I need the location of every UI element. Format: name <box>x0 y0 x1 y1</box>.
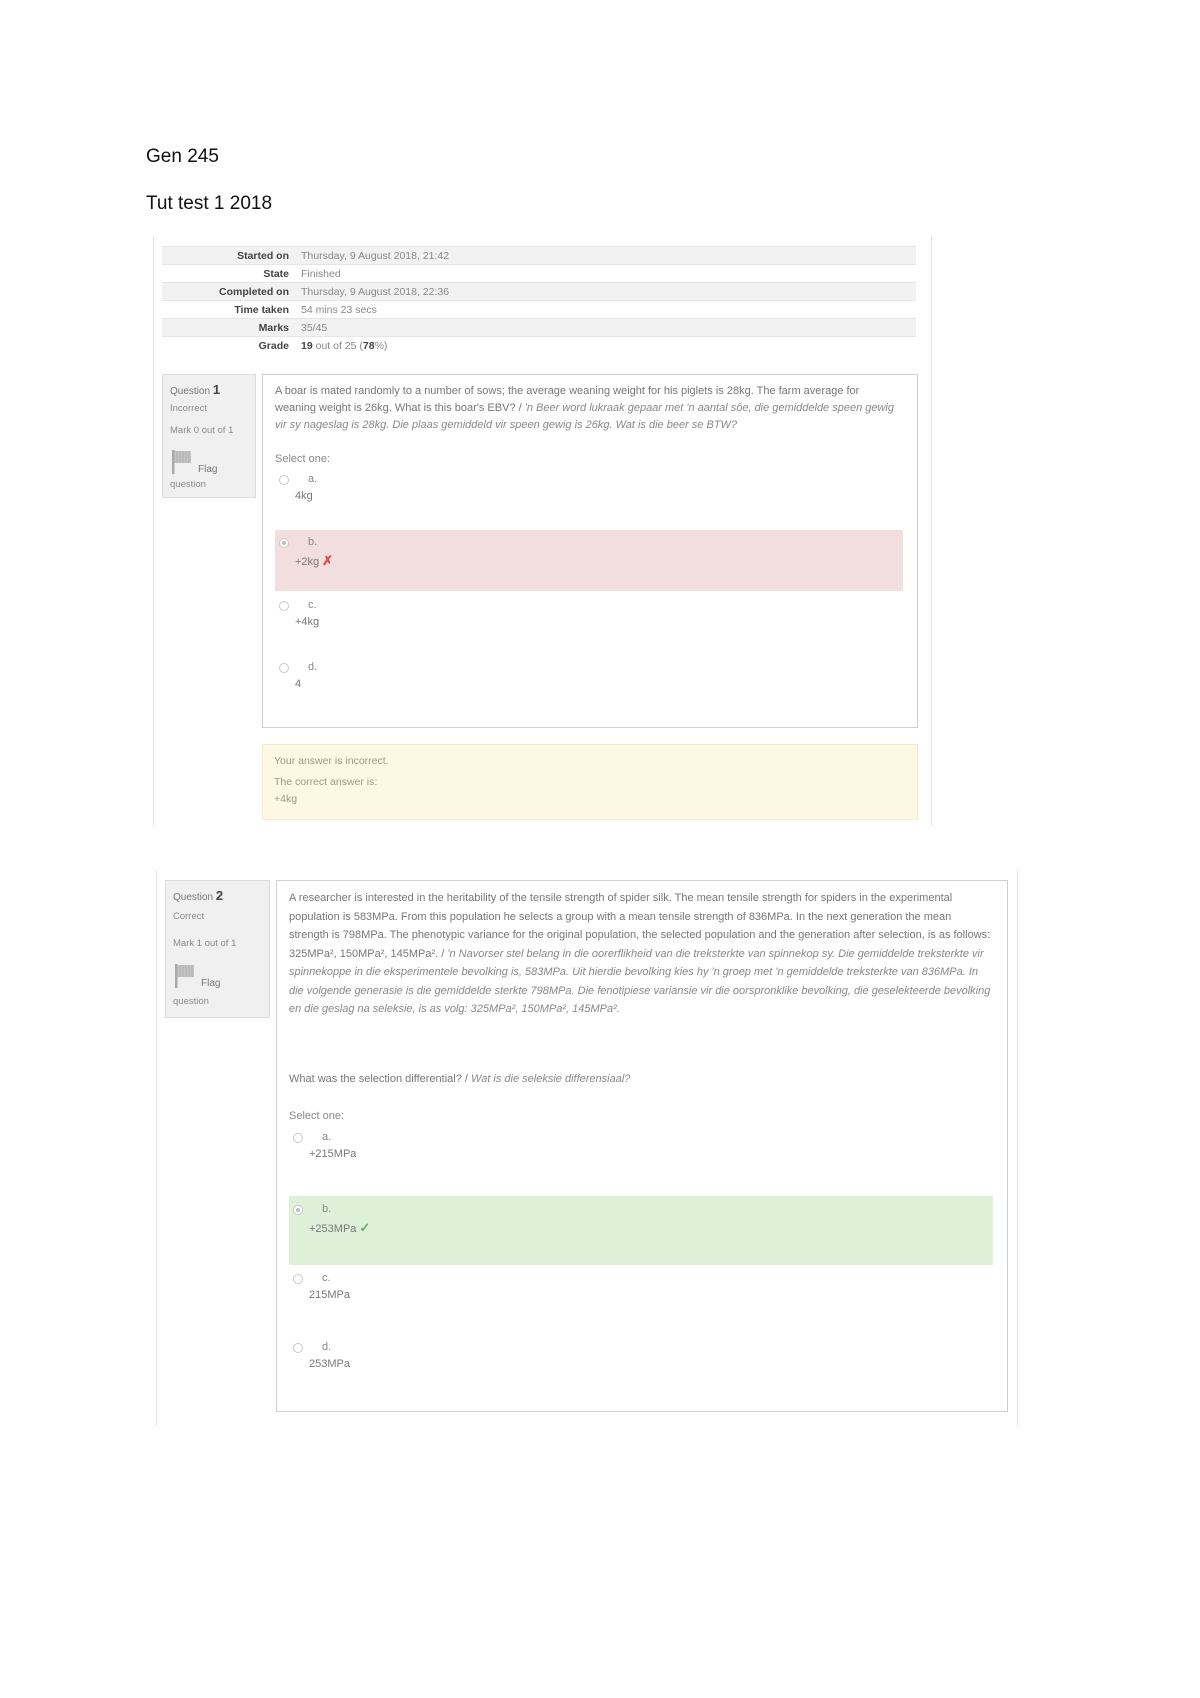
flag-icon <box>170 449 194 475</box>
question-text: A researcher is interested in the heritability of the tensile strength of spider silk. The mean tensile strength for spiders in the experimental population is 583MPa. From this population he selects a group with a mean tensile strength of 836MPa. In the next generation the mean strength is 798MPa. The phenotypic variance for the original population, the selected population and the generation after selection, is as follows: 325MPa², 150MPa², 145MPa². / 'n Navorser stel belang in die oorerflikheid van die treksterkte van spinnekop sy. Die gemiddelde treksterkte vir spinnekoppe in die eksperimentele bevolking is, 583MPa. Uit hierdie bevolking kies hy 'n groep met 'n gemiddelde treksterkte van 836MPa. In die volgende generasie is die gemiddelde sterkte 798MPa. Die fenotipiese variansie vir die oorspronklike bevolking, die geselekteerde bevolking en die geslag na seleksie, is as volg: 325MPa², 150MPa², 145MPa². <box>289 892 991 1015</box>
summary-row-completed: Completed on Thursday, 9 August 2018, 22:36 <box>162 283 916 301</box>
question-2-info: Question 2 Correct Mark 1 out of 1 Flag question <box>165 880 270 1018</box>
radio-button[interactable] <box>279 663 289 673</box>
question-status: Correct <box>173 911 205 922</box>
question-1-content: A boar is mated randomly to a number of sows; the average weaning weight for his piglets is 28kg. The farm average for weaning weight is 26kg. What is this boar's EBV? / 'n Beer word lukraak gepaar met 'n aantal sôe, die gemiddelde speen gewig vir sy nageslag is 28kg. Die plaas gemiddeld vir speen gewig is 26kg. Wat is die beer se BTW? Select one: a. 4kg b. +2kg ✗ c. +4kg d. 4 <box>262 374 918 728</box>
question-number: 2 <box>215 888 224 903</box>
correct-highlight <box>289 1196 993 1265</box>
question-number: 1 <box>212 382 221 397</box>
flag-icon <box>173 963 197 989</box>
summary-row-marks: Marks 35/45 <box>162 319 916 337</box>
flag-question-button[interactable]: Flag <box>170 449 217 475</box>
question-mark: Mark 0 out of 1 <box>170 425 234 436</box>
radio-button[interactable] <box>293 1343 303 1353</box>
flag-question-button[interactable]: Flag <box>173 963 220 989</box>
summary-row-started: Started on Thursday, 9 August 2018, 21:42 <box>162 247 916 265</box>
radio-button-selected[interactable] <box>293 1205 303 1215</box>
attempt-summary-table <box>162 246 916 354</box>
summary-row-time: Time taken 54 mins 23 secs <box>162 301 916 319</box>
incorrect-x-icon: ✗ <box>322 553 334 568</box>
question-mark: Mark 1 out of 1 <box>173 938 237 949</box>
question-1-feedback <box>262 744 918 820</box>
select-one-label: Select one: <box>289 1110 345 1122</box>
question-status: Incorrect <box>170 403 207 414</box>
select-one-label: Select one: <box>275 453 331 465</box>
radio-button[interactable] <box>279 475 289 485</box>
question-1-info: Question 1 Incorrect Mark 0 out of 1 Flag question <box>162 374 256 498</box>
question-2-content: A researcher is interested in the heritability of the tensile strength of spider silk. The mean tensile strength for spiders in the experimental population is 583MPa. From this population he selects a group with a mean tensile strength of 836MPa. In the next generation the mean strength is 798MPa. The phenotypic variance for the original population, the selected population and the generation after selection, is as follows: 325MPa², 150MPa², 145MPa². / 'n Navorser stel belang in die oorerflikheid van die treksterkte van spinnekop sy. Die gemiddelde treksterkte vir spinnekoppe in die eksperimentele bevolking is, 583MPa. Uit hierdie bevolking kies hy 'n groep met 'n gemiddelde treksterkte van 836MPa. In die volgende generasie is die gemiddelde sterkte 798MPa. Die fenotipiese variansie vir die oorspronklike bevolking, die geselekteerde bevolking en die geslag na seleksie, is as volg: 325MPa², 150MPa², 145MPa². What was the selection differential? / Wat is die seleksie differensiaal? Select one: a. +215MPa b. +253MPa ✓ c. 215MPa d. 253MPa <box>276 880 1008 1412</box>
feedback-correct-label: The correct answer is: <box>274 776 378 788</box>
quiz-screenshot-1 <box>153 236 932 826</box>
radio-button-selected[interactable] <box>279 538 289 548</box>
summary-row-state: State Finished <box>162 265 916 283</box>
radio-button[interactable] <box>293 1274 303 1284</box>
quiz-screenshot-2 <box>156 870 1018 1426</box>
question-prompt: What was the selection differential? / Wat is die seleksie differensiaal? <box>289 1073 631 1085</box>
correct-check-icon: ✓ <box>359 1220 371 1235</box>
radio-button[interactable] <box>293 1133 303 1143</box>
feedback-correct-answer: +4kg <box>274 793 298 805</box>
radio-button[interactable] <box>279 601 289 611</box>
question-text: A boar is mated randomly to a number of sows; the average weaning weight for his piglets is 28kg. The farm average for weaning weight is 26kg. What is this boar's EBV? / 'n Beer word lukraak gepaar met 'n aantal sôe, die gemiddelde speen gewig vir sy nageslag is 28kg. Die plaas gemiddeld vir speen gewig is 26kg. Wat is die beer se BTW? <box>275 385 894 431</box>
summary-row-grade: Grade 19 out of 25 (78%) <box>162 337 916 355</box>
feedback-result: Your answer is incorrect. <box>274 755 389 767</box>
incorrect-highlight <box>275 530 903 591</box>
document-subtitle: Tut test 1 2018 <box>146 193 273 214</box>
document-title: Gen 245 <box>146 146 219 167</box>
